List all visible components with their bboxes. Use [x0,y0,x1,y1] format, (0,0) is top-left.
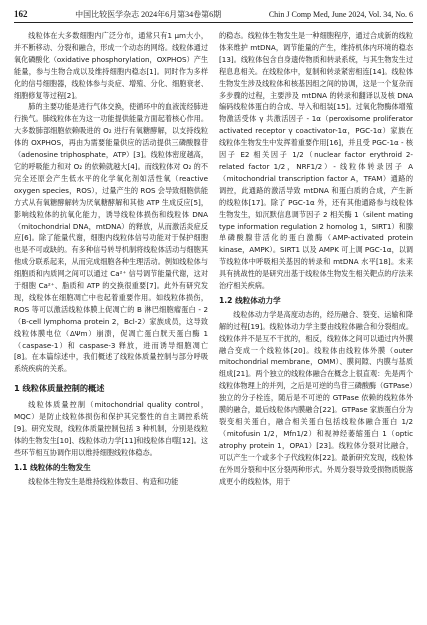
right-column [219,30,413,487]
section-1-paragraph: 线粒体质量控制（mitochondrial quality control，MQC）是防止线粒体损伤和保护其完整性的自主调控系统[9]。研究发现，线粒体质量控制包括 3 种机制，分别是线粒体的生物发生[10]、线粒体动力学[11]和线粒体自噬[12]。这些环节相互协调作用以维持细胞线粒体稳态。 [14,400,208,457]
section-1-heading: 1 线粒体质量控制的概述 [14,383,105,394]
journal-title-en: Chin J Comp Med, June 2024, Vol. 34, No. 6 [268,9,413,19]
section-1-2-paragraph: 线粒体动力学是高度动态的，经历融合、裂变、运输和降解的过程[19]。线粒体动力学主要由线粒体融合和分裂组成。线粒体并不是互不干扰的，相反，线粒体之间可以通过内外膜融合变成一个线粒体[20]。线粒体由线粒体外膜（outer mitochondrial membrane，OMM）、膜间隙、内膜与基质组成[21]。两个独立的线粒体融合在概念上很直观：先是两个线粒体物理上的并列，之后是可逆的鸟苷三磷酸酶（GTPase）独立的分子栓连，随后是不可逆的 GTPase 依赖的线粒体外膜的融合，最后线粒体内膜融合[22]。GTPase 家族蛋白分为裂变相关蛋白，融合相关蛋白包括线粒体融合蛋白 1/2（mitofusin 1/2，Mfn1/2）和视神经萎缩蛋白 1（optic atrophy protein 1，OPA1）[23]。线粒体分裂对比融合，可以产生一个或多个子代线粒体[22]。最新研究发现，线粒体在外周分裂和中区分裂两种形式。外周分裂导致受损物质脱落成更小的线粒体，用于 [219,309,413,486]
section-1-1-heading: 1.1 线粒体的生物发生 [14,462,91,472]
intro-paragraph-1: 线粒体在大多数细胞内广泛分布，通常只有1 μm大小，并不断移动、分裂和融合，形成一个动态的网络。线粒体通过氧化磷酸化（oxidative phosphorylation，OXPHOS）产生能量，参与生物合成以及维持细胞内稳态[1]。同时作为多样化的信号细胞器，线粒体参与炎症、增殖、分化、细胞衰老、细胞修复等过程[2]。 [14,31,209,100]
section-1-1-paragraph-start: 线粒体生物发生是维持线粒体数目、构造和功能 [28,476,179,486]
left-column [14,30,208,488]
section-1-2-heading: 1.2 线粒体动力学 [219,295,281,305]
section-1-1-paragraph-cont: 的稳态。线粒体生物发生是一种细胞程序，通过合成新的线粒体来维护 mtDNA，调节能量的产生，维持机体内环境的稳态[13]。线粒体包含自身遗传物质和转录系统，与其生物发生过程息息相关。在线粒体中，复制和转录紧密相连[14]。线粒体生物发生涉及线粒体和核基因组之间的协调，这是一个复杂而多步骤的过程，主要涉及 mtDNA 的转录和翻译以及核 DNA 编码线粒体蛋白的合成、导入和组装[15]。过氧化物酶体增殖物激活受体 γ 共激活因子 - 1α（peroxisome proliferator activated receptor γ coactivator-1α，PGC-1α）家族在线粒体生物发生中发挥着重要作用[16]，并且受 PGC-1α - 核因子 E2 相关因子 1/2（nuclear factor erythroid 2-related factor 1/2，NRF1/2）- 线粒体转录因子 A（mitochondrial transcription factor A，TFAM）通路的调控，此通路的激活导致 mtDNA 和蛋白质的合成，产生新的线粒体[17]。除了 PGC-1α 外，还有其他通路参与线粒体生物发生，如沉默信息调节因子 2 相关酶 1（silent mating type information regulation 2 homolog 1，SIRT1）和腺单磷酸腺苷活化的蛋白激酶（AMP-activated protein kinase，AMPK）。SIRT1 以及 AMPK 可上调 PGC-1α，以调节线粒体中呼吸相关基因的转录和 mtDNA 水平[18]。未来具有挑战性的是研究出基于线粒体生物发生相关靶点的疗法来治疗相关疾病。 [219,31,413,291]
page-number: 162 [14,9,28,19]
page-header [14,6,413,23]
journal-title-cn: 中国比较医学杂志 2024年6月第34卷第6期 [75,9,222,19]
intro-paragraph-2: 肺的主要功能是进行气体交换，使循环中的血液流经肺进行换气。肺线粒体在为这一功能提供能量方面起着核心作用。大多数肺部细胞依赖吸进的 O₂ 进行有氧糖酵解，以支持线粒体的 OXPHOS，再由为需要能量供应的活动提供三磷酸腺苷（adenosine triphosphate，ATP）[3]。线粒体密度越高，它的呼吸能力和对 O₂ 的依赖就越大[4]。而线粒体对 O₂ 的不完全还原会产生低水平的化学氧化剂如活性氧（reactive oxygen species，ROS），过量产生的 ROS 会导致细胞供能方式从有氧糖酵解转为厌氧糖酵解和其他 ATP 生成反应[5]，影响线粒体的抗氧化能力，诱导线粒体损伤和线粒体 DNA（mitochondrial DNA，mtDNA）的释放，从而激活炎症反应[6]。除了能量代谢，细胞内线粒体信号功能对于保护细胞也是不可或缺的。有多种信号转导机制将线粒体活动与细胞其他成分联系起来，从而完成细胞各种生理活动。例如线粒体与细胞质和内质网之间可以通过 Ca²⁺ 信号调节能量代谢，这对于细胞 Ca²⁺、脂质和 ATP 的交换很重要[7]。此外有研究发现，线粒体在细胞凋亡中也起着重要作用。如线粒体损伤，ROS 等可以激活线粒体膜上促凋亡的 B 淋巴细胞瘤蛋白 - 2（B-cell lymphoma protein 2，Bcl-2）家族成员，这导致线粒体膜电位（ΔΨm）崩溃，促凋亡蛋白胱天蛋白酶 1（caspase-1）和 caspase-3 释放，进而诱导细胞凋亡[8]。在本篇综述中，我们概述了线粒体质量控制与部分呼吸系统疾病的关系。 [14,102,208,374]
